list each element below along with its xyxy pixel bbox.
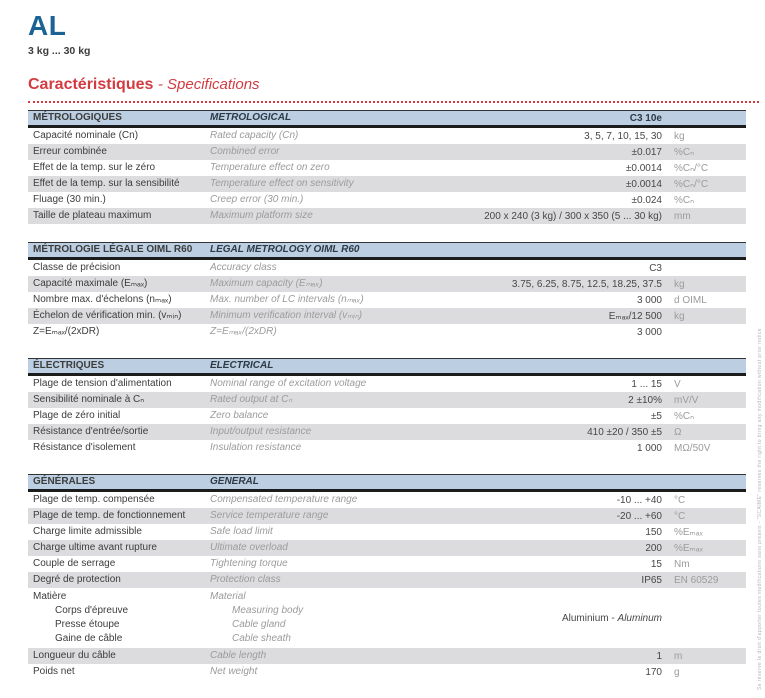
label-en: Max. number of LC intervals (nₘₐₓ) xyxy=(210,294,364,305)
label-fr-sub: Gaine de câble xyxy=(55,633,123,644)
spec-row xyxy=(28,292,746,308)
value: 150 xyxy=(645,526,662,538)
section-header-value: C3 10e xyxy=(629,112,662,124)
value: C3 xyxy=(649,262,662,274)
spec-row xyxy=(28,260,746,276)
unit: kg xyxy=(674,278,685,290)
label-en: Maximum platform size xyxy=(210,210,313,221)
label-fr: Sensibilité nominale à Cₙ xyxy=(33,394,145,405)
unit: m xyxy=(674,650,683,662)
spec-title xyxy=(28,76,759,103)
unit: mV/V xyxy=(674,394,699,406)
value: IP65 xyxy=(641,574,662,586)
unit: %Eₘₐₓ xyxy=(674,542,703,554)
label-en-sub: Measuring body xyxy=(232,605,304,616)
section-header-en: ELECTRICAL xyxy=(210,360,274,371)
spec-row xyxy=(28,392,746,408)
label-fr: Plage de tension d'alimentation xyxy=(33,378,172,389)
label-fr: Couple de serrage xyxy=(33,558,116,569)
section-header-fr: MÉTROLOGIE LÉGALE OIML R60 xyxy=(33,244,193,255)
spec-row xyxy=(28,664,746,680)
value: 3 000 xyxy=(636,294,662,306)
label-en-sub: Cable sheath xyxy=(232,633,291,644)
label-fr-sub: Corps d'épreuve xyxy=(55,605,129,616)
label-en: Ultimate overload xyxy=(210,542,288,553)
unit: Nm xyxy=(674,558,690,570)
value: 15 xyxy=(650,558,662,570)
section-header-en: METROLOGICAL xyxy=(210,112,292,123)
spec-row xyxy=(28,540,746,556)
spec-section-electriques xyxy=(28,358,746,456)
spec-row xyxy=(28,648,746,664)
value: 1 000 xyxy=(636,442,662,454)
value: ±0.0014 xyxy=(625,178,662,190)
label-en: Rated capacity (Cn) xyxy=(210,130,299,141)
label-fr: Effet de la temp. sur la sensibilité xyxy=(33,178,180,189)
spec-row xyxy=(28,424,746,440)
label-fr: Nombre max. d'échelons (nₘₐₓ) xyxy=(33,294,172,305)
spec-row xyxy=(28,408,746,424)
spec-section-metrologiques xyxy=(28,110,746,224)
unit: kg xyxy=(674,310,685,322)
label-fr: Erreur combinée xyxy=(33,146,107,157)
unit: %Cₙ/°C xyxy=(674,162,709,174)
spec-section-metrologie-legale xyxy=(28,242,746,340)
label-fr: Échelon de vérification min. (vₘᵢₙ) xyxy=(33,310,182,321)
unit: %Cₙ/°C xyxy=(674,178,709,190)
spec-row xyxy=(28,588,746,648)
unit: Ω xyxy=(674,426,682,438)
unit: °C xyxy=(674,494,686,506)
label-en: Creep error (30 min.) xyxy=(210,194,304,205)
section-header xyxy=(28,242,746,260)
value: 1 xyxy=(656,650,662,662)
doc-header xyxy=(28,12,90,57)
unit: d OIML xyxy=(674,294,707,306)
value: 200 x 240 (3 kg) / 300 x 350 (5 ... 30 kg) xyxy=(484,210,662,222)
label-fr: Longueur du câble xyxy=(33,650,116,661)
label-fr xyxy=(28,590,210,646)
unit: MΩ/50V xyxy=(674,442,711,454)
unit: EN 60529 xyxy=(674,574,719,586)
label-en: Protection class xyxy=(210,574,281,585)
unit: °C xyxy=(674,510,686,522)
unit: V xyxy=(674,378,681,390)
label-en: Zero balance xyxy=(210,410,269,421)
section-header xyxy=(28,474,746,492)
spec-row xyxy=(28,308,746,324)
value: ±0.017 xyxy=(631,146,662,158)
spec-row xyxy=(28,192,746,208)
value: -10 ... +40 xyxy=(616,494,662,506)
unit: %Cₙ xyxy=(674,410,695,422)
spec-row xyxy=(28,160,746,176)
label-en: Maximum capacity (Eₘₐₓ) xyxy=(210,278,323,289)
section-header-en: LEGAL METROLOGY OIML R60 xyxy=(210,244,360,255)
label-fr: Charge ultime avant rupture xyxy=(33,542,157,553)
spec-row xyxy=(28,492,746,508)
unit: kg xyxy=(674,130,685,142)
label-fr: Taille de plateau maximum xyxy=(33,210,152,221)
capacity-range: 3 kg ... 30 kg xyxy=(28,45,91,57)
label-en: Net weight xyxy=(210,666,258,677)
value: 3 000 xyxy=(636,326,662,338)
value: ±0.024 xyxy=(631,194,662,206)
value-en: Aluminum xyxy=(617,612,662,624)
unit: %Eₘₐₓ xyxy=(674,526,703,538)
spec-row xyxy=(28,176,746,192)
label-fr: Plage de temp. compensée xyxy=(33,494,155,505)
spec-section-generales xyxy=(28,474,746,680)
unit: g xyxy=(674,666,680,678)
value: 200 xyxy=(645,542,662,554)
unit: %Cₙ xyxy=(674,146,695,158)
value: ±5 xyxy=(650,410,662,422)
value: 170 xyxy=(645,666,662,678)
spec-row xyxy=(28,376,746,392)
section-header-fr: GÉNÉRALES xyxy=(33,476,96,487)
spec-table xyxy=(28,110,746,698)
label-fr: Plage de zéro initial xyxy=(33,410,121,421)
value: 2 ±10% xyxy=(628,394,662,406)
label-en: Compensated temperature range xyxy=(210,494,358,505)
label-fr: Poids net xyxy=(33,666,75,677)
unit: %Cₙ xyxy=(674,194,695,206)
label-en: Safe load limit xyxy=(210,526,273,537)
spec-row xyxy=(28,276,746,292)
label-en-sub: Cable gland xyxy=(232,619,286,630)
section-header-fr: ÉLECTRIQUES xyxy=(33,360,105,371)
label-fr: Effet de la temp. sur le zéro xyxy=(33,162,156,173)
value: Eₘₐₓ/12 500 xyxy=(608,310,662,322)
label-en: Temperature effect on sensitivity xyxy=(210,178,354,189)
spec-row xyxy=(28,324,746,340)
label-en-main: Material xyxy=(210,591,246,602)
label-en: Cable length xyxy=(210,650,267,661)
label-fr: Capacité nominale (Cn) xyxy=(33,130,139,141)
label-en: Minimum verification interval (vₘᵢₙ) xyxy=(210,310,363,321)
label-fr-sub: Presse étoupe xyxy=(55,619,120,630)
label-en: Combined error xyxy=(210,146,280,157)
spec-row xyxy=(28,508,746,524)
spec-title-fr: Caractéristiques xyxy=(28,76,154,93)
label-fr-main: Matière xyxy=(33,591,67,602)
label-en: Accuracy class xyxy=(210,262,277,273)
value: ±0.0014 xyxy=(625,162,662,174)
label-fr: Z=Eₘₐₓ/(2xDR) xyxy=(33,326,100,337)
label-fr: Plage de temp. de fonctionnement xyxy=(33,510,186,521)
spec-row xyxy=(28,572,746,588)
label-en: Insulation resistance xyxy=(210,442,302,453)
label-fr: Fluage (30 min.) xyxy=(33,194,106,205)
value: -20 ... +60 xyxy=(616,510,662,522)
label-en: Temperature effect on zero xyxy=(210,162,330,173)
product-name: AL xyxy=(28,10,67,41)
legal-sidenote: Se réserve le droit d'apporter toutes modifications sans préavis - "SCAIME" reserves the right to bring any modification without prior notice xyxy=(757,328,763,690)
section-header-en: GENERAL xyxy=(210,476,259,487)
spec-row xyxy=(28,524,746,540)
label-fr: Résistance d'isolement xyxy=(33,442,136,453)
label-fr: Classe de précision xyxy=(33,262,121,273)
label-en: Z=Eₘₐₓ/(2xDR) xyxy=(210,326,277,337)
label-en xyxy=(210,590,562,646)
spec-title-en: - Specifications xyxy=(157,76,260,93)
section-header-fr: MÉTROLOGIQUES xyxy=(33,112,122,123)
label-en: Tightening torque xyxy=(210,558,288,569)
label-en: Nominal range of excitation voltage xyxy=(210,378,367,389)
spec-row xyxy=(28,128,746,144)
spec-row xyxy=(28,208,746,224)
value: Aluminium - Aluminum xyxy=(561,612,662,624)
value: 3.75, 6.25, 8.75, 12.5, 18.25, 37.5 xyxy=(511,278,662,290)
section-header xyxy=(28,110,746,128)
label-en: Input/output resistance xyxy=(210,426,312,437)
value: 1 ... 15 xyxy=(631,378,662,390)
unit xyxy=(674,590,746,646)
spec-row xyxy=(28,556,746,572)
label-en: Service temperature range xyxy=(210,510,329,521)
label-en: Rated output at Cₙ xyxy=(210,394,293,405)
value: 410 ±20 / 350 ±5 xyxy=(587,426,662,438)
spec-row xyxy=(28,440,746,456)
value: 3, 5, 7, 10, 15, 30 xyxy=(584,130,662,142)
label-fr: Degré de protection xyxy=(33,574,121,585)
unit: mm xyxy=(674,210,691,222)
label-fr: Capacité maximale (Eₘₐₓ) xyxy=(33,278,148,289)
label-fr: Charge limite admissible xyxy=(33,526,142,537)
section-header xyxy=(28,358,746,376)
spec-row xyxy=(28,144,746,160)
label-fr: Résistance d'entrée/sortie xyxy=(33,426,149,437)
